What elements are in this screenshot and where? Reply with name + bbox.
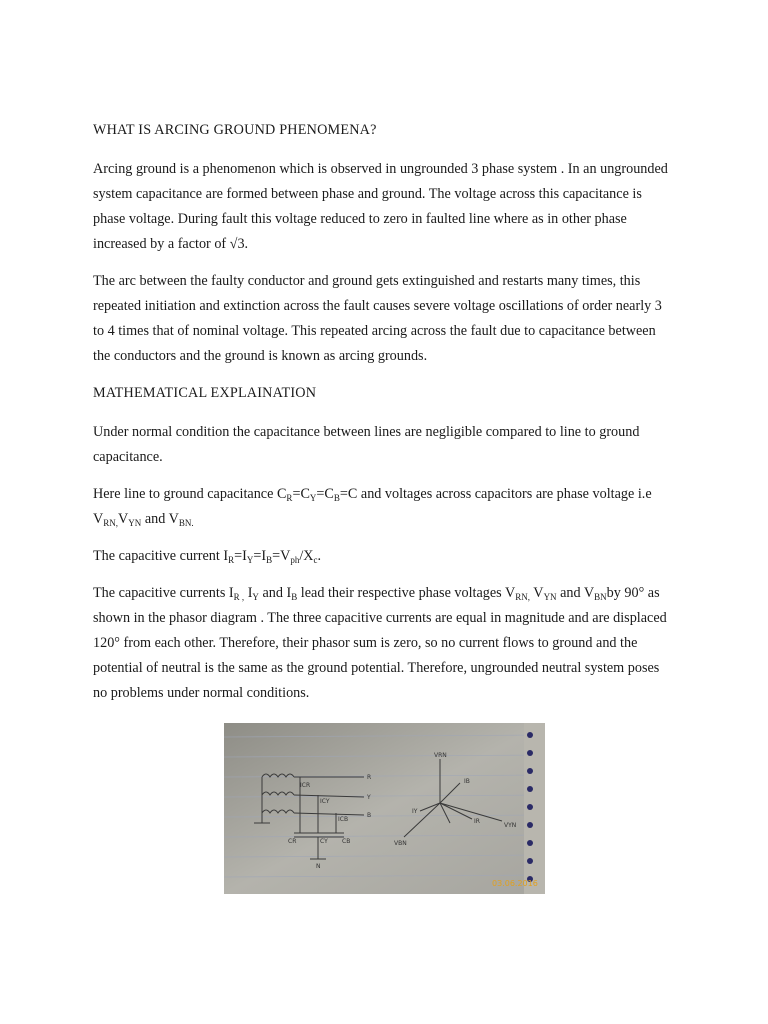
label-icb: ICB xyxy=(338,816,349,823)
label-cb: CB xyxy=(342,838,351,845)
label-ib: IB xyxy=(464,778,470,785)
label-ir: IR xyxy=(474,818,480,825)
heading-mathematical-explanation: MATHEMATICAL EXPLAINATION xyxy=(93,385,317,401)
label-y: Y xyxy=(367,794,371,801)
paragraph-phasor: The capacitive currents $I_{R ,}$ $I_Y$ and $I_B$ lead their respective phase voltages $V_{RN,}$ $V_{YN}$ and $V_{BN}by$ 90° as shown in the phasor diagram . The three capacitive currents are equal in magnitude and are displaced 120° from each other. Therefore, their phasor sum is zero, so no current flows to ground and the potential of neutral is the same as the ground potential. Therefore, ungrounded neutral system poses no problems under normal conditions. xyxy=(93,585,667,701)
label-icr: ICR xyxy=(300,782,311,789)
date-stamp: 03.06.2016 xyxy=(492,879,538,888)
label-n: N xyxy=(316,863,321,870)
circuit-sketch xyxy=(224,723,545,894)
label-cr: CR xyxy=(288,838,297,845)
label-cy: CY xyxy=(320,838,328,845)
label-vyn: VYN xyxy=(504,822,517,829)
document-body xyxy=(93,118,673,718)
notebook-photo xyxy=(224,723,545,894)
label-b: B xyxy=(367,812,372,819)
label-icy: ICY xyxy=(320,798,330,805)
paragraph-arc: The arc between the faulty conductor and ground gets extinguished and restarts many times, this repeated initiation and extinction across the fault causes severe voltage oscillations of order nearly 3 to 4 times that of nominal voltage. This repeated arcing across the fault due to capacitance between the conductors and the ground is known as arcing grounds. xyxy=(93,273,662,364)
label-vrn: VRN xyxy=(434,752,447,759)
paragraph-normal-condition: Under normal condition the capacitance between lines are negligible compared to line to ground capacitance. xyxy=(93,424,640,465)
spiral-binding xyxy=(524,723,545,894)
paragraph-capacitive-current: The capacitive current $I_R=I_Y=I_B=V_{ph}/X_c$. xyxy=(93,548,322,565)
label-r: R xyxy=(367,774,372,781)
heading-arcing-ground: WHAT IS ARCING GROUND PHENOMENA? xyxy=(93,122,377,138)
paragraph-capacitance: Here line to ground capacitance $C_R=C_Y=C_B=C$ and voltages across capacitors are phase voltage i.e $V_{RN,}V_{YN}$ and $V_{BN.}$ xyxy=(93,486,652,528)
label-vbn: VBN xyxy=(394,840,407,847)
label-iy: IY xyxy=(412,808,418,815)
paragraph-intro: Arcing ground is a phenomenon which is observed in ungrounded 3 phase system . In an ungrounded system capacitance are formed between phase and ground. The voltage across this capacitance is phase voltage. During fault this voltage reduced to zero in faulted line where as in other phase increased by a factor of √3. xyxy=(93,161,668,252)
